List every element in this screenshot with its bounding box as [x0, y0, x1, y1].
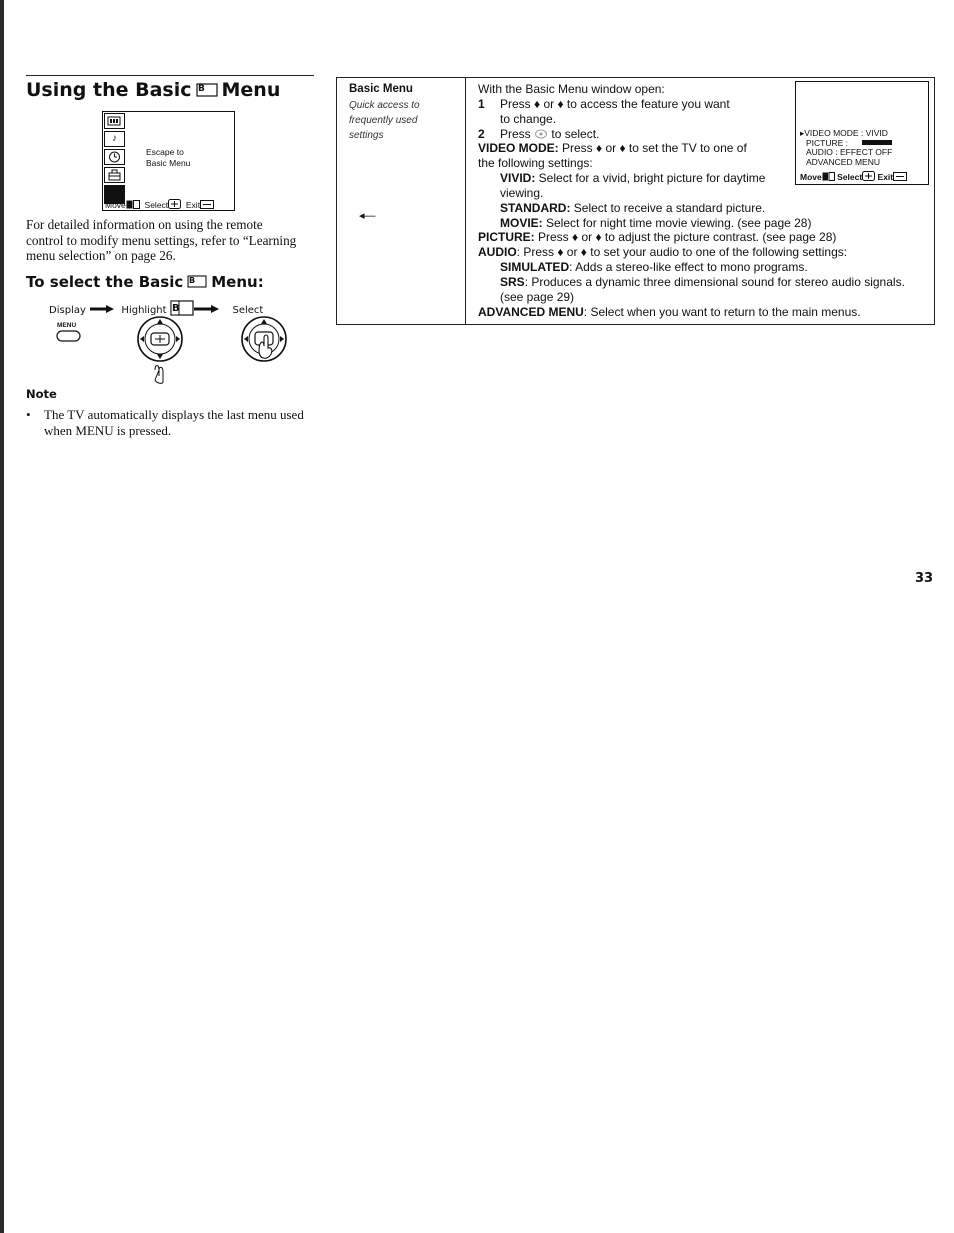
- select-plus-icon: [168, 200, 181, 210]
- picture-text: Press ♦ or ♦ to adjust the picture contrast. (see page 28): [534, 230, 837, 245]
- move-arrows-icon: [126, 200, 140, 210]
- subhead-suffix: Menu:: [211, 273, 264, 291]
- srs-text: : Produces a dynamic three dimensional sound for stereo audio signals.: [524, 274, 905, 289]
- joystick-highlight-icon: [135, 316, 189, 386]
- note-heading: Note: [26, 387, 57, 401]
- menu-footer: [105, 199, 214, 210]
- remote-reference-paragraph: For detailed information on using the remote control to modify menu settings, refer to “Learning menu selection” on page 26.: [26, 217, 297, 263]
- escape-line-2: Basic Menu: [146, 158, 191, 168]
- menu-button-icon: [56, 330, 82, 342]
- escape-line-1: Escape to: [146, 147, 184, 157]
- arrow-right-icon: [194, 305, 220, 316]
- footer-select-label: Select: [144, 200, 169, 210]
- vivid-label: VIVID:: [500, 171, 536, 186]
- step-highlight-label: Highlight: [121, 305, 167, 316]
- screen-video-mode: ▸VIDEO MODE : VIVID: [800, 128, 888, 138]
- simulated-line: [478, 260, 933, 275]
- picture-label: PICTURE:: [478, 230, 535, 245]
- picture-level-bar: [862, 140, 892, 145]
- basic-menu-icon: [196, 80, 218, 102]
- video-mode-label: VIDEO MODE:: [478, 141, 559, 156]
- timer-clock-icon: [104, 149, 125, 165]
- joystick-select-icon: [238, 316, 292, 362]
- svg-text:B: B: [171, 303, 180, 314]
- basic-menu-icon: [187, 274, 207, 292]
- menu-button-label: MENU: [57, 322, 77, 329]
- escape-label: [146, 147, 190, 169]
- page-title: [26, 79, 280, 102]
- intro-line: With the Basic Menu window open:: [478, 82, 665, 96]
- small-arrow-mark: ◂—: [359, 210, 376, 222]
- advanced-menu-label: ADVANCED MENU: [478, 304, 584, 319]
- step-1-number: 1: [478, 96, 485, 111]
- audio-note-icon: ♪: [104, 131, 125, 147]
- advanced-menu-line: [478, 305, 933, 320]
- footer-move-label: Move: [105, 200, 126, 210]
- screen-footer-exit: Exit: [877, 172, 894, 182]
- title-rule: [26, 75, 314, 76]
- exit-menu-icon: [200, 200, 214, 210]
- select-plus-icon: [862, 172, 875, 182]
- standard-label: STANDARD:: [500, 200, 571, 215]
- vivid-text: Select for a vivid, bright picture for daytime: [535, 171, 766, 186]
- audio-label: AUDIO: [478, 245, 517, 260]
- page-title-suffix: Menu: [221, 79, 281, 101]
- table-divider: [465, 77, 466, 325]
- picture-line: [478, 230, 933, 245]
- move-arrows-icon: [822, 172, 835, 182]
- joystick-press-icon: [534, 127, 548, 141]
- page-number: 33: [915, 571, 934, 586]
- highlight-b-icon: [170, 305, 194, 316]
- screen-advanced-menu: ADVANCED MENU: [806, 156, 880, 167]
- exit-menu-icon: [893, 172, 907, 182]
- standard-text: Select to receive a standard picture.: [570, 200, 766, 215]
- select-basic-menu-heading: [26, 273, 264, 292]
- advanced-menu-text: : Select when you want to return to the main menus.: [583, 304, 861, 319]
- step-1-text: Press ♦ or ♦ to access the feature you want: [500, 96, 730, 111]
- subhead-prefix: To select the Basic: [26, 273, 184, 291]
- movie-label: MOVIE:: [500, 215, 543, 230]
- standard-line: [478, 201, 933, 216]
- menu-icon-column: [104, 113, 125, 206]
- vivid-line-2: viewing.: [500, 185, 544, 200]
- srs-line: [478, 275, 933, 290]
- step-select-label: Select: [232, 305, 264, 316]
- table-subtitle: Quick access to frequently used settings: [349, 100, 420, 141]
- note-bullet: [26, 407, 306, 438]
- bullet-icon: •: [26, 407, 31, 422]
- scan-edge: [0, 0, 4, 1233]
- video-mode-line-2: the following settings:: [478, 156, 593, 171]
- svg-text:B: B: [197, 84, 205, 94]
- step-2-text-b: to select.: [551, 126, 600, 141]
- simulated-text: : Adds a stereo-like effect to mono programs.: [569, 260, 808, 275]
- movie-line: [478, 216, 933, 231]
- step-2-number: 2: [478, 126, 485, 141]
- screen-audio: AUDIO : EFFECT OFF: [806, 147, 893, 157]
- srs-label: SRS: [500, 274, 525, 289]
- step-display-label: Display: [49, 305, 86, 316]
- basic-menu-icon: [104, 113, 125, 129]
- setup-toolbox-icon: [104, 167, 125, 183]
- video-mode-text: Press ♦ or ♦ to set the TV to one of: [558, 141, 747, 156]
- audio-text: : Press ♦ or ♦ to set your audio to one of the following settings:: [516, 245, 848, 260]
- svg-text:B: B: [189, 276, 196, 285]
- movie-text: Select for night time movie viewing. (see page 28): [542, 215, 812, 230]
- page-title-prefix: Using the Basic: [26, 79, 192, 101]
- audio-line: [478, 245, 933, 260]
- srs-line-2: (see page 29): [500, 289, 575, 304]
- note-text: The TV automatically displays the last menu used when MENU is pressed.: [44, 407, 304, 438]
- step-1-line-2: to change.: [500, 111, 557, 126]
- step-2-text-a: Press: [500, 126, 531, 141]
- simulated-label: SIMULATED: [500, 260, 570, 275]
- screen-menu-text: [800, 129, 907, 183]
- screen-picture: PICTURE :: [806, 137, 849, 148]
- steps-row: [49, 300, 263, 316]
- screen-footer: [800, 171, 907, 183]
- arrow-right-icon: [89, 305, 115, 316]
- screen-footer-select: Select: [837, 172, 863, 182]
- footer-exit-label: Exit: [185, 200, 201, 210]
- table-title: Basic Menu: [349, 83, 413, 95]
- screen-footer-move: Move: [800, 172, 822, 182]
